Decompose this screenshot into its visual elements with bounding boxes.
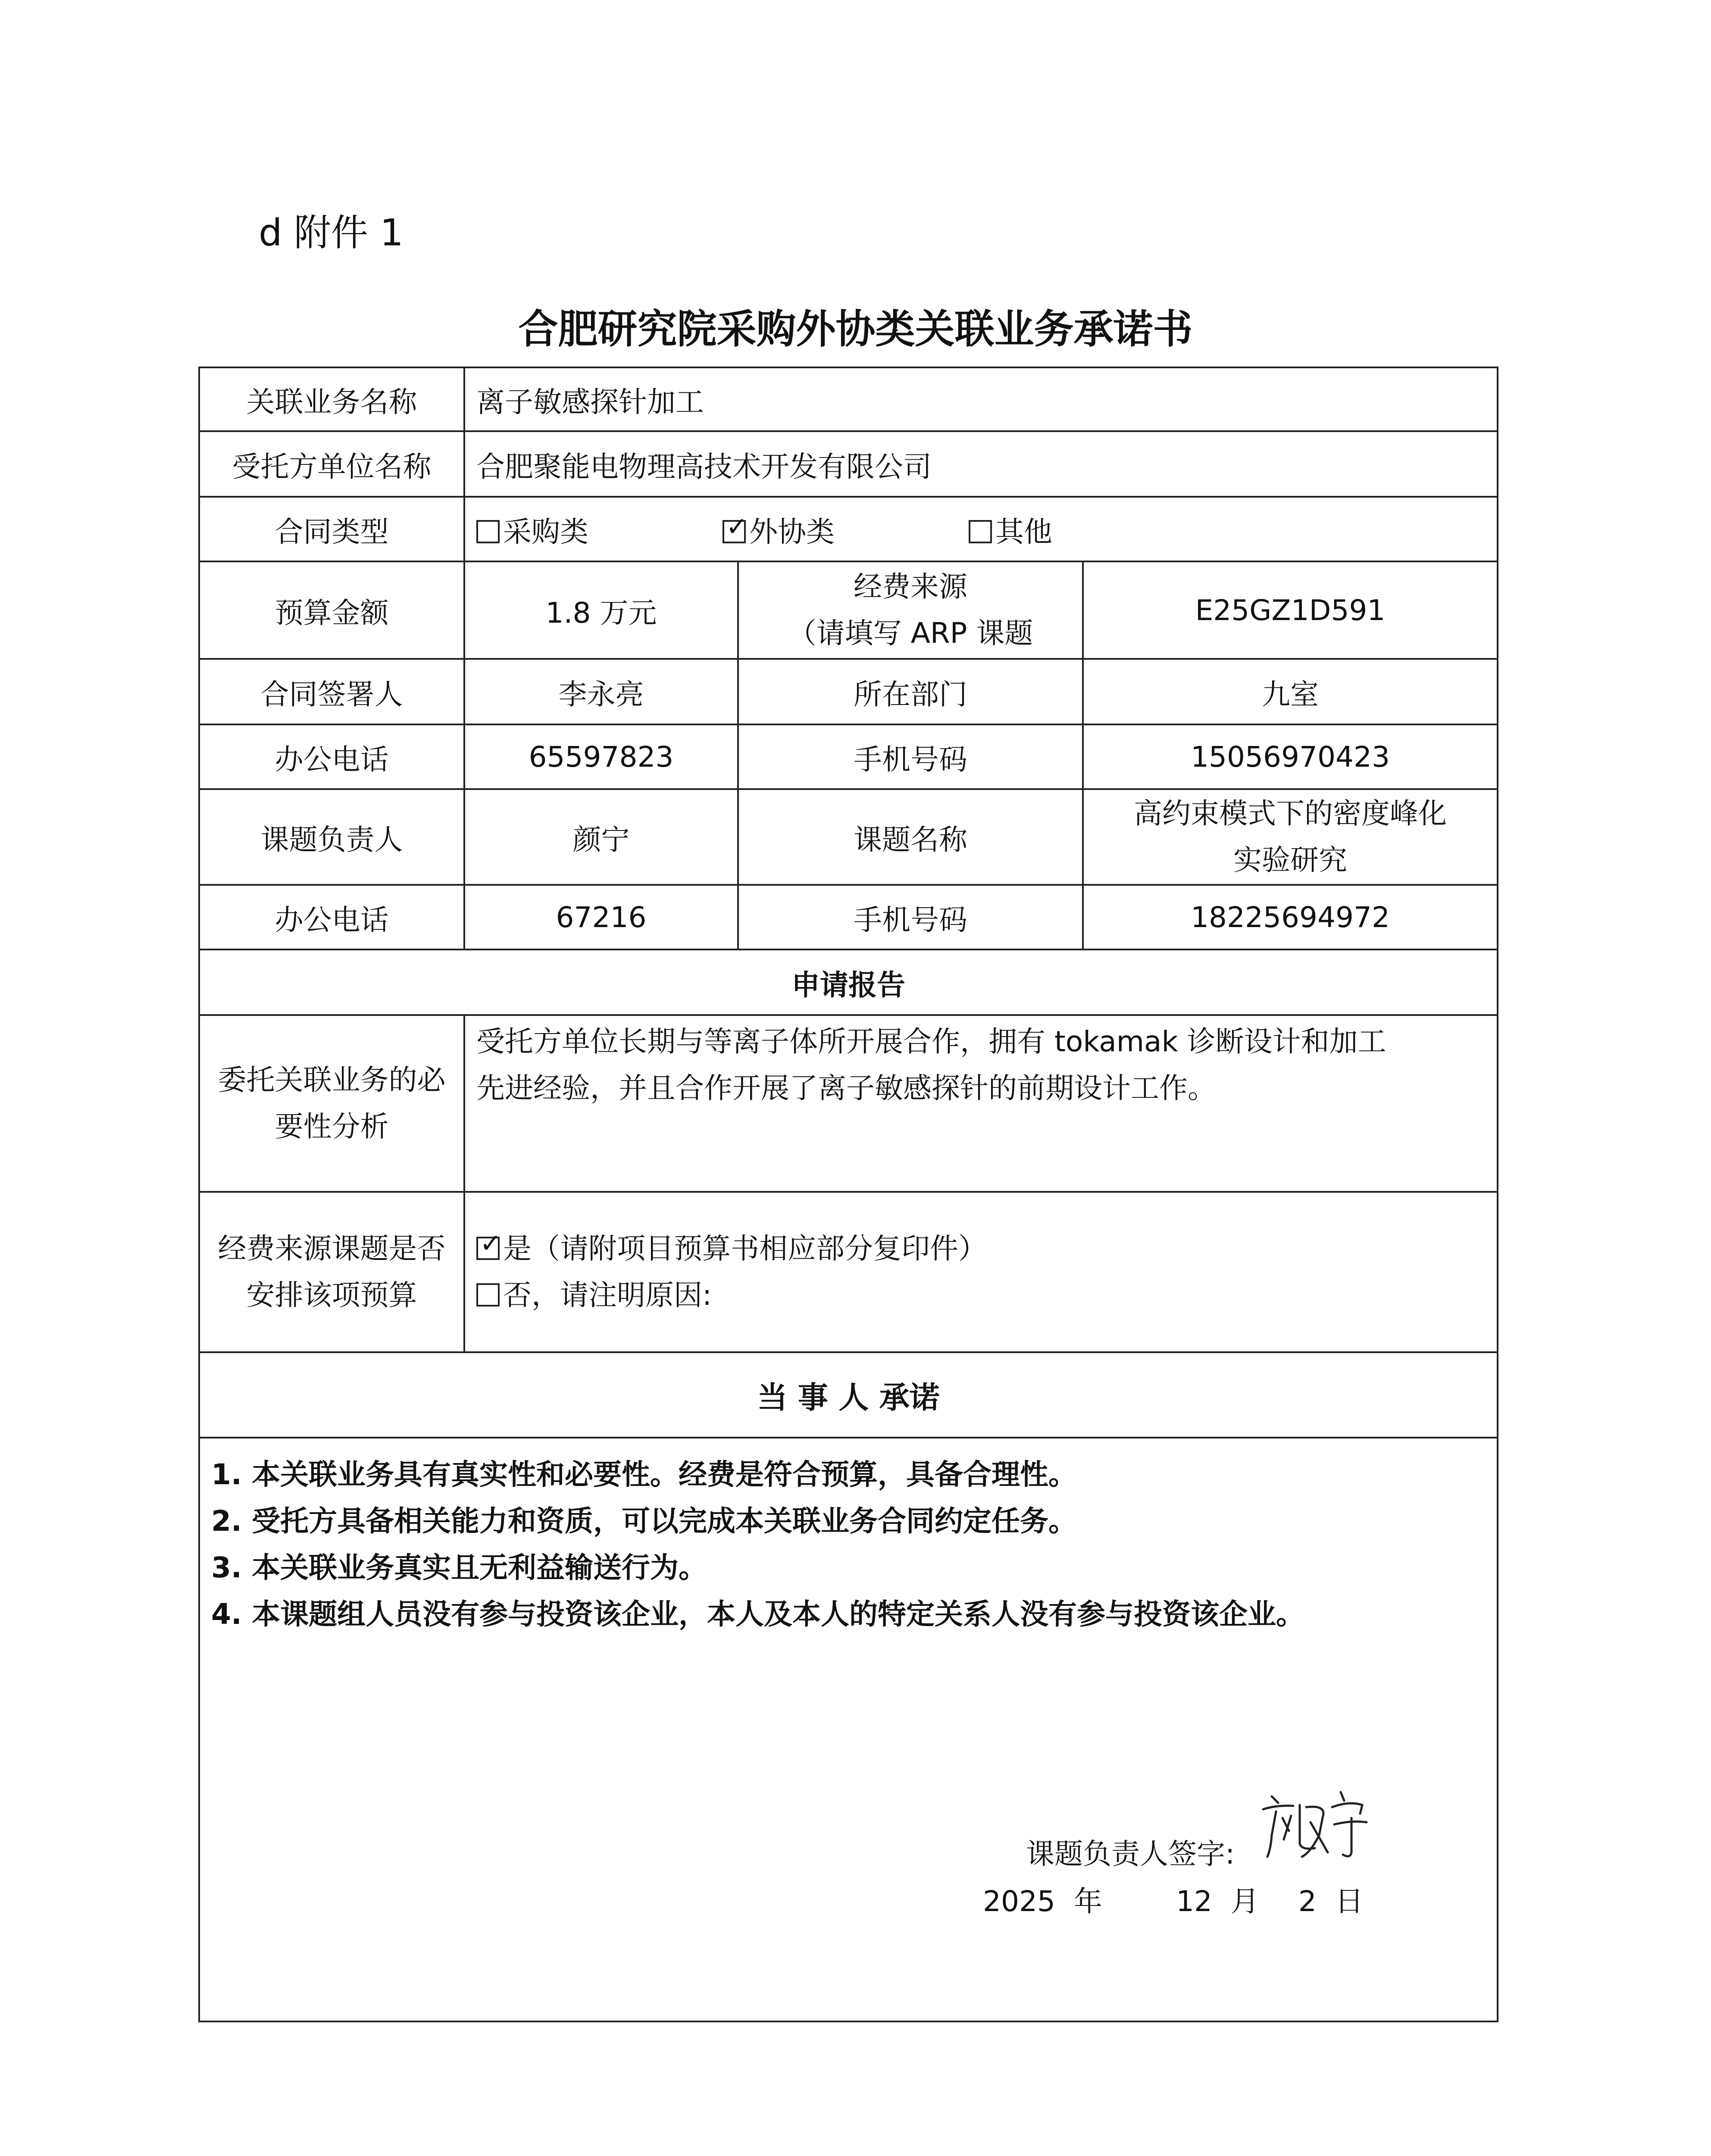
department-value: 九室 (1083, 659, 1498, 724)
mobile2-value: 18225694972 (1083, 885, 1498, 950)
signer-value: 李永亮 (464, 659, 738, 724)
option-purchase[interactable] (476, 509, 588, 550)
mobile2-label: 手机号码 (738, 885, 1083, 950)
row-commitment-heading (199, 1352, 1498, 1438)
commitment-body (199, 1438, 1498, 2021)
checkbox-outsource-checked[interactable] (723, 520, 746, 543)
fund-source-label-line2: （请填写 ARP 课题 (788, 617, 1033, 650)
budget-value: 1.8 万元 (464, 561, 738, 659)
date-day: 2 (1298, 1885, 1317, 1918)
row-office-phone (199, 724, 1498, 789)
contract-type-options (464, 497, 1498, 561)
row-budget (199, 561, 1498, 659)
commitment-item-4: 4. 本课题组人员没有参与投资该企业，本人及本人的特定关系人没有参与投资该企业。 (211, 1598, 1304, 1631)
entrusted-unit-value: 合肥聚能电物理高技术开发有限公司 (464, 431, 1498, 497)
necessity-label-line1: 委托关联业务的必 (218, 1063, 446, 1097)
budget-arranged-label-line1: 经费来源课题是否 (218, 1232, 446, 1265)
row-signer (199, 659, 1498, 724)
budget-no-option[interactable] (476, 1272, 1486, 1319)
project-name-label: 课题名称 (738, 789, 1083, 885)
project-name-line1: 高约束模式下的密度峰化 (1134, 797, 1447, 830)
option-outsource-label: 外协类 (749, 515, 835, 548)
budget-yes-label: 是（请附项目预算书相应部分复印件） (503, 1232, 987, 1265)
fund-source-label (738, 561, 1083, 659)
option-other-label: 其他 (995, 515, 1052, 548)
option-outsource[interactable] (723, 509, 835, 550)
row-entrusted-unit (199, 431, 1498, 497)
date-year-unit: 年 (1073, 1885, 1102, 1918)
budget-arranged-label (199, 1192, 464, 1352)
row-commitment-body (199, 1438, 1498, 2021)
office-phone2-label: 办公电话 (199, 885, 464, 950)
row-project-lead (199, 789, 1498, 885)
fund-source-label-line1: 经费来源 (854, 570, 967, 603)
budget-no-label: 否，请注明原因: (503, 1279, 712, 1312)
budget-label: 预算金额 (199, 561, 464, 659)
date-month-unit: 月 (1230, 1885, 1259, 1918)
signature-label: 课题负责人签字: (1026, 1837, 1235, 1871)
row-business-name (199, 367, 1498, 431)
row-office-phone-2 (199, 885, 1498, 950)
document-title: 合肥研究院采购外协类关联业务承诺书 (518, 306, 1193, 352)
mobile-label: 手机号码 (738, 724, 1083, 789)
signature-date (983, 1878, 1364, 1919)
date-day-unit: 日 (1335, 1885, 1364, 1918)
budget-arranged-options (464, 1192, 1498, 1352)
project-lead-value: 颜宁 (464, 789, 738, 885)
commitment-form (198, 367, 1498, 2022)
contract-type-label: 合同类型 (199, 497, 464, 561)
department-label: 所在部门 (738, 659, 1083, 724)
signer-label: 合同签署人 (199, 659, 464, 724)
option-other[interactable] (969, 509, 1052, 550)
commitment-item-3: 3. 本关联业务真实且无利益输送行为。 (211, 1551, 707, 1584)
office-phone-value: 65597823 (464, 724, 738, 789)
entrusted-unit-label: 受托方单位名称 (199, 431, 464, 497)
necessity-label-line2: 要性分析 (275, 1110, 389, 1143)
attachment-label: d 附件 1 (259, 211, 404, 254)
handwritten-signature (1259, 1788, 1371, 1861)
checkbox-yes-checked[interactable] (476, 1237, 500, 1260)
necessity-label (199, 1015, 464, 1192)
commitment-heading: 当 事 人 承诺 (199, 1352, 1498, 1438)
checkbox-purchase[interactable] (476, 520, 500, 543)
option-purchase-label: 采购类 (503, 515, 588, 548)
office-phone2-value: 67216 (464, 885, 738, 950)
commitment-item-1: 1. 本关联业务具有真实性和必要性。经费是符合预算，具备合理性。 (211, 1458, 1077, 1491)
necessity-text-line1: 受托方单位长期与等离子体所开展合作，拥有 tokamak 诊断设计和加工 (476, 1025, 1386, 1058)
necessity-text-line2: 先进经验，并且合作开展了离子敏感探针的前期设计工作。 (476, 1072, 1216, 1105)
project-name-value (1083, 789, 1498, 885)
checkbox-other[interactable] (969, 520, 992, 543)
office-phone-label: 办公电话 (199, 724, 464, 789)
project-name-line2: 实验研究 (1233, 843, 1348, 877)
commitment-item-2: 2. 受托方具备相关能力和资质，可以完成本关联业务合同约定任务。 (211, 1504, 1077, 1538)
row-contract-type (199, 497, 1498, 561)
date-month: 12 (1176, 1885, 1212, 1918)
budget-arranged-label-line2: 安排该项预算 (246, 1279, 417, 1312)
mobile-value: 15056970423 (1083, 724, 1498, 789)
row-budget-arranged (199, 1192, 1498, 1352)
row-necessity (199, 1015, 1498, 1192)
project-lead-label: 课题负责人 (199, 789, 464, 885)
commitment-area (211, 1451, 1486, 2021)
business-name-value: 离子敏感探针加工 (464, 367, 1498, 431)
budget-yes-option[interactable] (476, 1225, 1486, 1272)
fund-source-value: E25GZ1D591 (1083, 561, 1498, 659)
application-heading: 申请报告 (199, 950, 1498, 1015)
necessity-text (464, 1015, 1498, 1192)
row-application-heading (199, 950, 1498, 1015)
checkbox-no[interactable] (476, 1283, 500, 1307)
date-year: 2025 (983, 1885, 1055, 1918)
business-name-label: 关联业务名称 (199, 367, 464, 431)
